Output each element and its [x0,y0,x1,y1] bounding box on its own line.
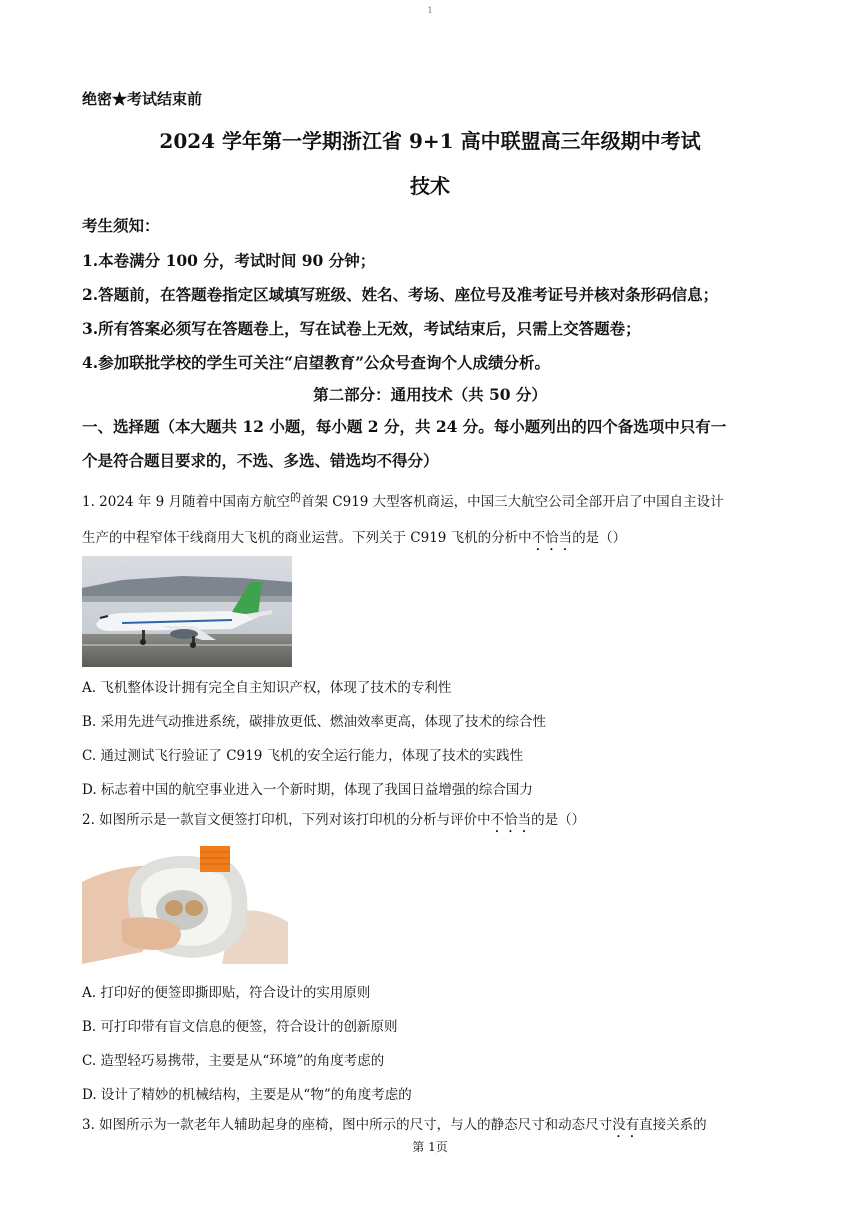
notice-item-3: 3.所有答案必须写在答题卷上，写在试卷上无效，考试结束后，只需上交答题卷； [82,319,641,338]
notice-item-2: 2.答题前，在答题卷指定区域填写班级、姓名、考场、座位号及准考证号并核对条形码信息； [82,285,719,304]
q1-text-c: 生产的中程窄体干线商用大飞机的商业运营。下列关于 C919 飞机的分析中 [82,530,532,546]
part-title: 第二部分：通用技术（共 50 分） [313,385,547,404]
q2-text-b: 的是（） [531,812,586,828]
q1-sup: 的 [290,491,301,504]
q2-option-a: A. 打印好的便签即撕即贴，符合设计的实用原则 [82,985,371,1001]
q1-emphasis: 不恰当 [531,530,573,546]
q3-line [82,1113,707,1141]
q3-emphasis: 没有 [612,1117,640,1133]
q1-option-d: D. 标志着中国的航空事业进入一个新时期，体现了我国日益增强的综合国力 [82,782,533,798]
q1-line-1 [82,490,724,510]
subject-title: 技术 [410,174,450,198]
q1-option-c: C. 通过测试飞行验证了 C919 飞机的安全运行能力，体现了技术的实践性 [82,748,524,764]
q1-text-a: 1. 2024 年 9 月随着中国南方航空 [82,494,290,510]
q3-text-b: 直接关系的 [639,1117,707,1133]
q1-option-a: A. 飞机整体设计拥有完全自主知识产权，体现了技术的专利性 [82,680,452,696]
q1-text-b: 首架 C919 大型客机商运，中国三大航空公司全部开启了中国自主设计 [301,494,724,510]
notice-item-1: 1.本卷满分 100 分，考试时间 90 分钟； [82,251,376,270]
q2-option-b: B. 可打印带有盲文信息的便签，符合设计的创新原则 [82,1019,398,1035]
section-line-1: 一、选择题（本大题共 12 小题，每小题 2 分，共 24 分。每小题列出的四个备选项中只有一 [82,417,727,436]
q2-emphasis: 不恰当 [490,812,532,828]
q1-text-d: 的是（） [572,530,627,546]
q2-line [82,808,585,836]
q2-text-a: 2. 如图所示是一款盲文便签打印机，下列对该打印机的分析与评价中 [82,812,491,828]
braille-printer-photo [82,842,288,964]
notice-item-4: 4.参加联批学校的学生可关注“启望教育”公众号查询个人成绩分析。 [82,353,551,372]
q3-text-a: 3. 如图所示为一款老年人辅助起身的座椅，图中所示的尺寸，与人的静态尺寸和动态尺寸 [82,1117,613,1133]
q1-option-b: B. 采用先进气动推进系统，碳排放更低、燃油效率更高，体现了技术的综合性 [82,714,547,730]
q1-line-2 [82,526,626,554]
exam-title: 2024 学年第一学期浙江省 9+1 高中联盟高三年级期中考试 [159,129,701,153]
page-footer: 第 1页 [412,1140,448,1154]
section-line-2: 个是符合题目要求的，不选、多选、错选均不得分） [82,451,439,470]
q2-option-d: D. 设计了精妙的机械结构，主要是从“物”的角度考虑的 [82,1087,412,1103]
airplane-photo [82,556,292,667]
secret-label: 绝密★考试结束前 [82,90,203,108]
q2-option-c: C. 造型轻巧易携带，主要是从“环境”的角度考虑的 [82,1053,385,1069]
notice-heading: 考生须知： [82,216,160,235]
page-mark: 1 [427,6,433,15]
